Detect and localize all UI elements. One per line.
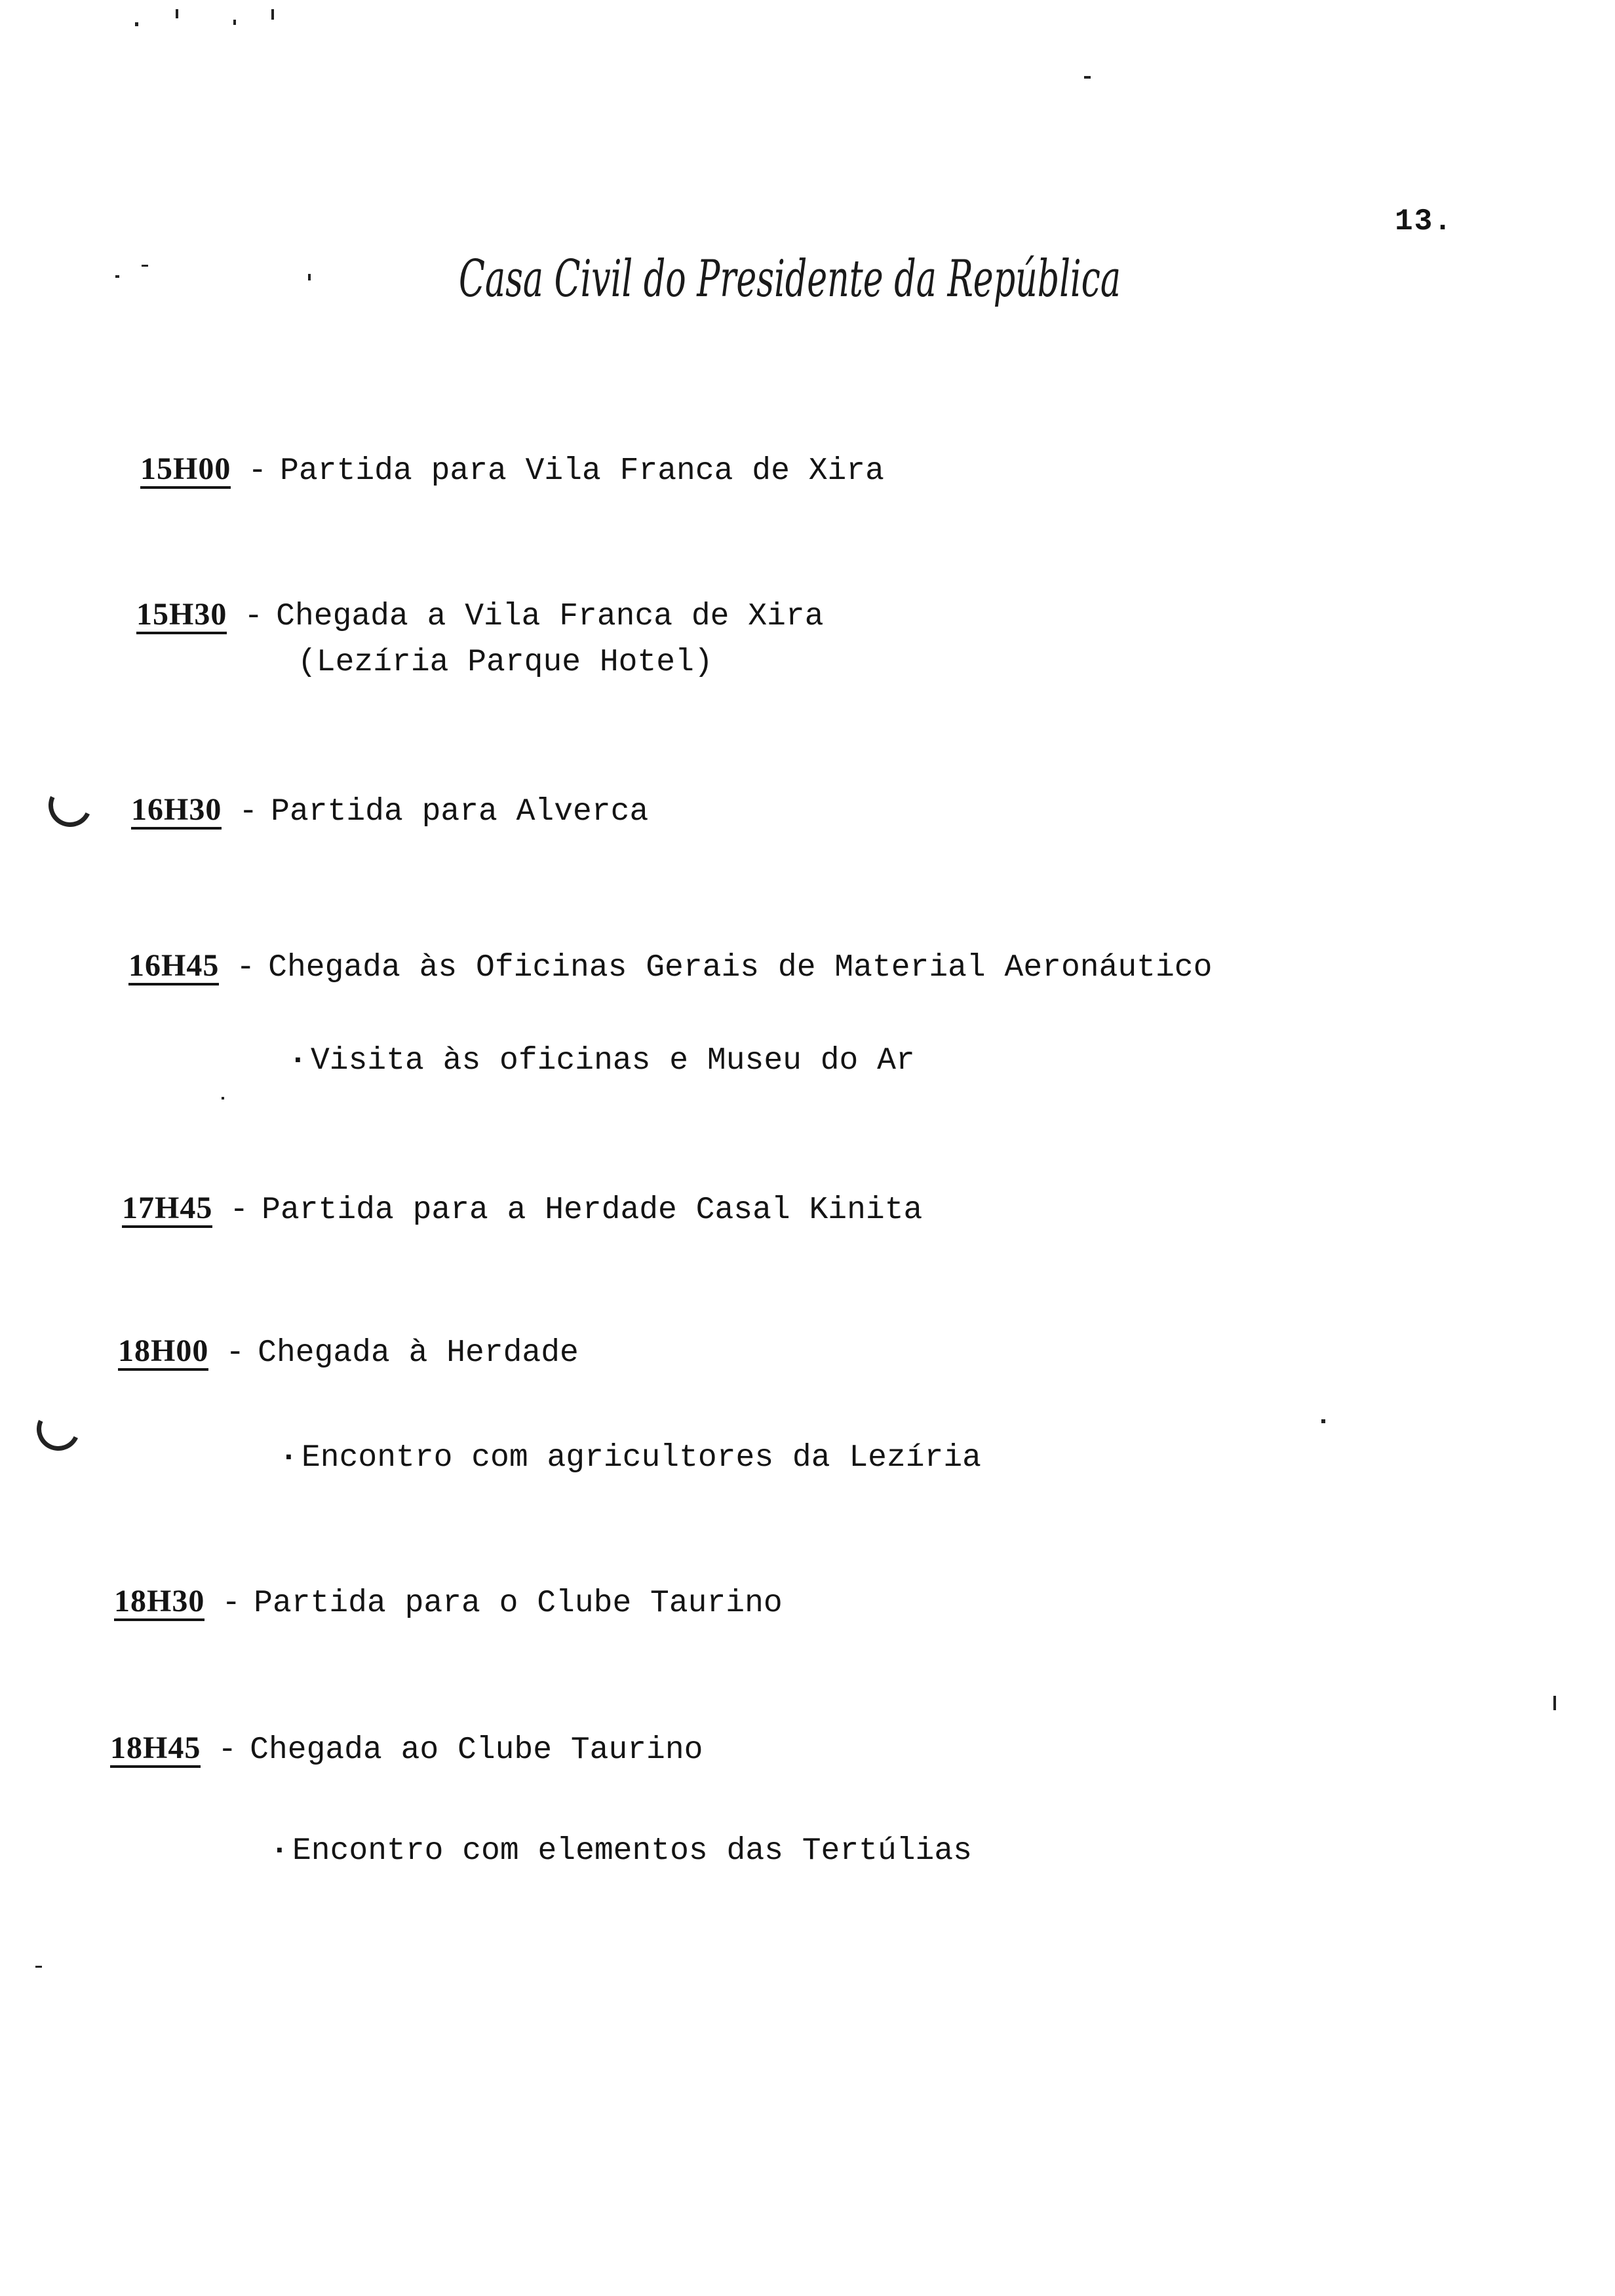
scan-speck — [115, 275, 119, 278]
entry-text: Partida para Vila Franca de Xira — [280, 453, 884, 489]
scan-speck — [1553, 1696, 1556, 1710]
entry-sub-text: Encontro com agricultores da Lezíria — [302, 1440, 981, 1476]
entry-time: 16H45 — [128, 949, 219, 985]
entry-time: 18H00 — [118, 1334, 208, 1371]
scan-speck — [176, 9, 178, 18]
entry-dash: - — [239, 794, 258, 830]
schedule-entry — [140, 448, 884, 494]
entry-text: Partida para a Herdade Casal Kinita — [262, 1193, 923, 1228]
entry-text: Chegada às Oficinas Gerais de Material Aeronáutico — [268, 950, 1213, 985]
entry-sub-item — [270, 1828, 972, 1874]
entry-dash: - — [236, 950, 256, 985]
schedule-entry — [128, 945, 1212, 991]
scan-speck — [222, 1097, 224, 1100]
bullet-icon: · — [288, 1043, 307, 1079]
entry-text: Partida para o Clube Taurino — [254, 1586, 783, 1621]
schedule-entry — [122, 1187, 922, 1233]
schedule-entry — [136, 594, 824, 640]
entry-text: Chegada ao Clube Taurino — [250, 1732, 703, 1768]
entry-text: Chegada à Herdade — [258, 1335, 579, 1371]
schedule-entry — [118, 1330, 579, 1376]
entry-dash: - — [248, 453, 267, 489]
entry-location: (Lezíria Parque Hotel) — [298, 645, 713, 680]
schedule-entry — [114, 1580, 783, 1626]
scan-speck — [233, 20, 236, 25]
binder-hole — [31, 1402, 87, 1457]
schedule-entry — [131, 789, 648, 835]
bullet-icon: · — [279, 1440, 298, 1476]
scan-speck — [1084, 76, 1091, 79]
entry-time: 17H45 — [122, 1191, 212, 1228]
entry-text: Partida para Alverca — [271, 794, 649, 830]
scan-speck — [271, 9, 274, 20]
entry-second-line — [298, 640, 713, 685]
binder-hole — [43, 778, 98, 833]
scan-speck — [308, 274, 311, 280]
entry-time: 18H45 — [110, 1731, 201, 1768]
letterhead-text: Casa Civil do Presidente da República — [459, 250, 1121, 309]
entry-dash: - — [229, 1193, 249, 1228]
entry-dash: - — [244, 599, 263, 634]
bullet-icon: · — [270, 1833, 289, 1869]
entry-sub-text: Visita às oficinas e Museu do Ar — [311, 1043, 915, 1079]
entry-sub-item — [288, 1038, 915, 1084]
entry-text: Chegada a Vila Franca de Xira — [276, 599, 824, 634]
scan-speck — [35, 1966, 42, 1968]
scan-speck — [1321, 1419, 1325, 1423]
entry-dash: - — [218, 1732, 237, 1768]
entry-time: 18H30 — [114, 1584, 204, 1621]
schedule-entry — [110, 1727, 703, 1773]
entry-sub-text: Encontro com elementos das Tertúlias — [292, 1833, 972, 1869]
entry-dash: - — [225, 1335, 245, 1371]
entry-time: 15H00 — [140, 452, 231, 489]
scan-speck — [135, 22, 138, 26]
scan-speck — [142, 265, 148, 267]
entry-time: 15H30 — [136, 598, 227, 634]
page-number: 13. — [1395, 204, 1453, 239]
entry-time: 16H30 — [131, 793, 222, 830]
entry-sub-item — [279, 1435, 981, 1481]
letterhead — [459, 242, 1127, 315]
entry-dash: - — [222, 1586, 241, 1621]
